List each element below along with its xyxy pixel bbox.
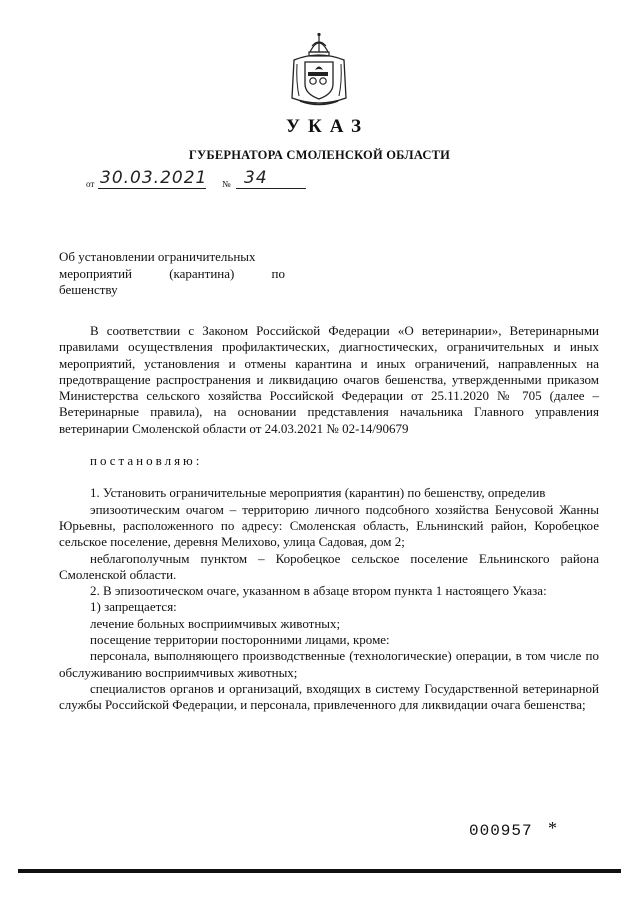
- body-paragraph: специалистов органов и организаций, входящих в систему Государственной ветеринарной службы Российской Федерации, и персонала, привлеченного для ликвидации очага бешенства;: [59, 680, 599, 713]
- date-from-label: от: [86, 179, 95, 189]
- decree-word: постановляю:: [90, 453, 203, 469]
- number-label: №: [222, 179, 231, 189]
- decree-body: [59, 323, 599, 714]
- topic-word: мероприятий: [59, 265, 132, 281]
- preamble-paragraph: В соответствии с Законом Российской Федерации «О ветеринарии», Ветеринарными правилами осуществления профилактических, диагностических, ограничительных и иных мероприятий, установления и отмены карантина и иных ограничений, направленных на предотвращение распространения и ликвидацию очагов бешенства, утвержденными приказом Министерства сельского хозяйства Российской Федерации от 25.11.2020 № 705 (далее – Ветеринарные правила), на основании представления начальника Главного управления ветеринарии Смоленской области от 24.03.2021 № 02-14/90679: [59, 323, 599, 436]
- topic-line-3: бешенству: [59, 282, 118, 297]
- body-paragraph: лечение больных восприимчивых животных;: [90, 615, 341, 631]
- coat-of-arms-icon: [288, 32, 350, 108]
- body-paragraph: посещение территории посторонними лицами, кроме:: [90, 632, 390, 648]
- body-paragraph: 1) запрещается:: [90, 599, 177, 615]
- scan-edge-bar: [18, 869, 621, 873]
- topic-word: (карантина): [169, 265, 235, 281]
- serial-mark: *: [548, 818, 557, 838]
- body-paragraph: 1. Установить ограничительные мероприятия (карантин) по бешенству, определив: [90, 485, 546, 501]
- number-underline: [236, 188, 306, 189]
- date-number-line: [86, 170, 326, 192]
- topic-line-2: [59, 266, 285, 283]
- serial-number: 000957: [469, 822, 533, 840]
- body-paragraph: 2. В эпизоотическом очаге, указанном в абзаце втором пункта 1 настоящего Указа:: [90, 583, 547, 599]
- body-paragraph: неблагополучным пунктом – Коробецкое сельское поселение Ельнинского района Смоленской области.: [59, 550, 599, 582]
- date-underline: [98, 188, 206, 189]
- body-paragraph: персонала, выполняющего производственные (технологические) операции, в том числе по обслуживанию восприимчивых животных;: [59, 648, 599, 680]
- document-subtitle: ГУБЕРНАТОРА СМОЛЕНСКОЙ ОБЛАСТИ: [188, 148, 451, 162]
- handwritten-number: 34: [244, 168, 268, 188]
- handwritten-date: 30.03.2021: [100, 168, 208, 188]
- document-title: УКАЗ: [286, 116, 369, 137]
- topic-line-1: Об установлении ограничительных: [59, 249, 256, 264]
- body-paragraph: эпизоотическим очагом – территорию личного подсобного хозяйства Бенусовой Жанны Юрьевны, расположенного по адресу: Смоленская область, Ельнинский район, Коробецкое сельское поселение, деревня Мелихово, улица Садовая, дом 2;: [59, 501, 599, 550]
- decree-topic: [59, 249, 285, 299]
- topic-word: по: [271, 265, 285, 281]
